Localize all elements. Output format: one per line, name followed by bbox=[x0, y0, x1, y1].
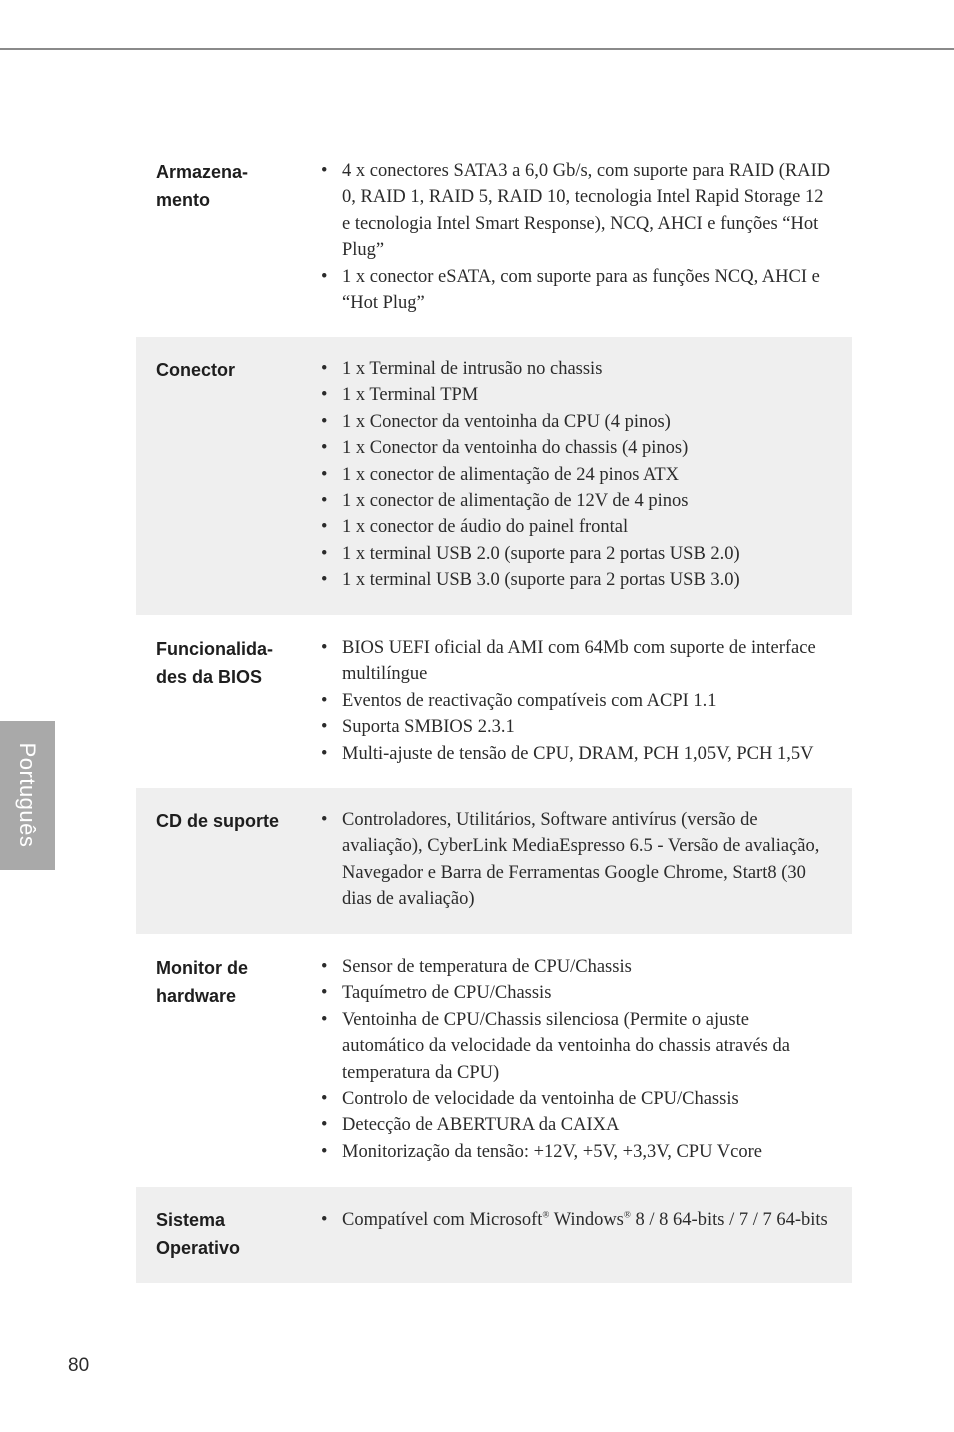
list-item: • Multi-ajuste de tensão de CPU, DRAM, PCH 1,05V, PCH 1,5V bbox=[342, 741, 834, 767]
list-item: • BIOS UEFI oficial da AMI com 64Mb com suporte de interface multilíngue bbox=[342, 635, 834, 688]
spec-label-bios: Funcionalida- des da BIOS bbox=[156, 639, 273, 687]
list-item: • 1 x Conector da ventoinha do chassis (4 pinos) bbox=[342, 435, 834, 461]
registered-mark: ® bbox=[542, 1210, 550, 1221]
page-number: 80 bbox=[68, 1355, 90, 1376]
spec-label-support-cd: CD de suporte bbox=[156, 811, 280, 831]
spec-list-bios bbox=[342, 635, 834, 767]
spec-row-support-cd bbox=[136, 788, 852, 934]
language-tab-label: Português bbox=[15, 742, 40, 848]
header-rule bbox=[0, 48, 954, 50]
list-item: • Compatível com Microsoft® Windows® 8 / 8 64-bits / 7 / 7 64-bits bbox=[342, 1206, 834, 1235]
list-item: • 4 x conectores SATA3 a 6,0 Gb/s, com suporte para RAID (RAID 0, RAID 1, RAID 5, RAID 10, tecnologia Intel Rapid Storage 12 e tecnologia Intel Smart Response), NCQ, AHCI e funções “Hot Plug” bbox=[342, 158, 834, 264]
list-item: • Controlo de velocidade da ventoinha de CPU/Chassis bbox=[342, 1086, 834, 1112]
spec-list-os bbox=[342, 1206, 834, 1235]
list-item: • 1 x conector de áudio do painel frontal bbox=[342, 514, 834, 540]
spec-label-hardware-monitor: Monitor de hardware bbox=[156, 958, 248, 1006]
list-item: • 1 x conector eSATA, com suporte para as funções NCQ, AHCI e “Hot Plug” bbox=[342, 264, 834, 317]
list-item: • Detecção de ABERTURA da CAIXA bbox=[342, 1112, 834, 1138]
spec-list-storage bbox=[342, 158, 834, 316]
list-item: • Eventos de reactivação compatíveis com ACPI 1.1 bbox=[342, 688, 834, 714]
spec-list-support-cd bbox=[342, 807, 834, 913]
spec-label-storage: Armazena- mento bbox=[156, 162, 249, 210]
spec-row-hardware-monitor bbox=[136, 935, 852, 1186]
list-item: • Suporta SMBIOS 2.3.1 bbox=[342, 714, 834, 740]
list-item: • 1 x conector de alimentação de 24 pinos ATX bbox=[342, 462, 834, 488]
spec-label-os: Sistema Operativo bbox=[156, 1210, 241, 1258]
list-item: • Ventoinha de CPU/Chassis silenciosa (Permite o ajuste automático da velocidade da ventoinha do chassis através da temperatura da CPU) bbox=[342, 1007, 834, 1086]
spec-list-hardware-monitor bbox=[342, 954, 834, 1165]
registered-mark: ® bbox=[623, 1210, 631, 1221]
list-item: • 1 x conector de alimentação de 12V de 4 pinos bbox=[342, 488, 834, 514]
list-item: • 1 x Terminal TPM bbox=[342, 382, 834, 408]
list-item: • 1 x terminal USB 3.0 (suporte para 2 portas USB 3.0) bbox=[342, 567, 834, 593]
spec-row-os bbox=[136, 1187, 852, 1283]
list-item: • 1 x terminal USB 2.0 (suporte para 2 portas USB 2.0) bbox=[342, 541, 834, 567]
list-item: • Controladores, Utilitários, Software antivírus (versão de avaliação), CyberLink MediaEspresso 6.5 - Versão de avaliação, Navegador e Barra de Ferramentas Google Chrome, Start8 (30 dias de avaliação) bbox=[342, 807, 834, 913]
list-item: • 1 x Terminal de intrusão no chassis bbox=[342, 356, 834, 382]
spec-row-storage bbox=[136, 146, 852, 336]
list-item: • 1 x Conector da ventoinha da CPU (4 pinos) bbox=[342, 409, 834, 435]
spec-row-connector bbox=[136, 337, 852, 615]
list-item: • Sensor de temperatura de CPU/Chassis bbox=[342, 954, 834, 980]
spec-list-connector bbox=[342, 356, 834, 594]
spec-label-connector: Conector bbox=[156, 360, 236, 380]
list-item: • Monitorização da tensão: +12V, +5V, +3,3V, CPU Vcore bbox=[342, 1139, 834, 1165]
list-item: • Taquímetro de CPU/Chassis bbox=[342, 980, 834, 1006]
spec-row-bios bbox=[136, 616, 852, 788]
